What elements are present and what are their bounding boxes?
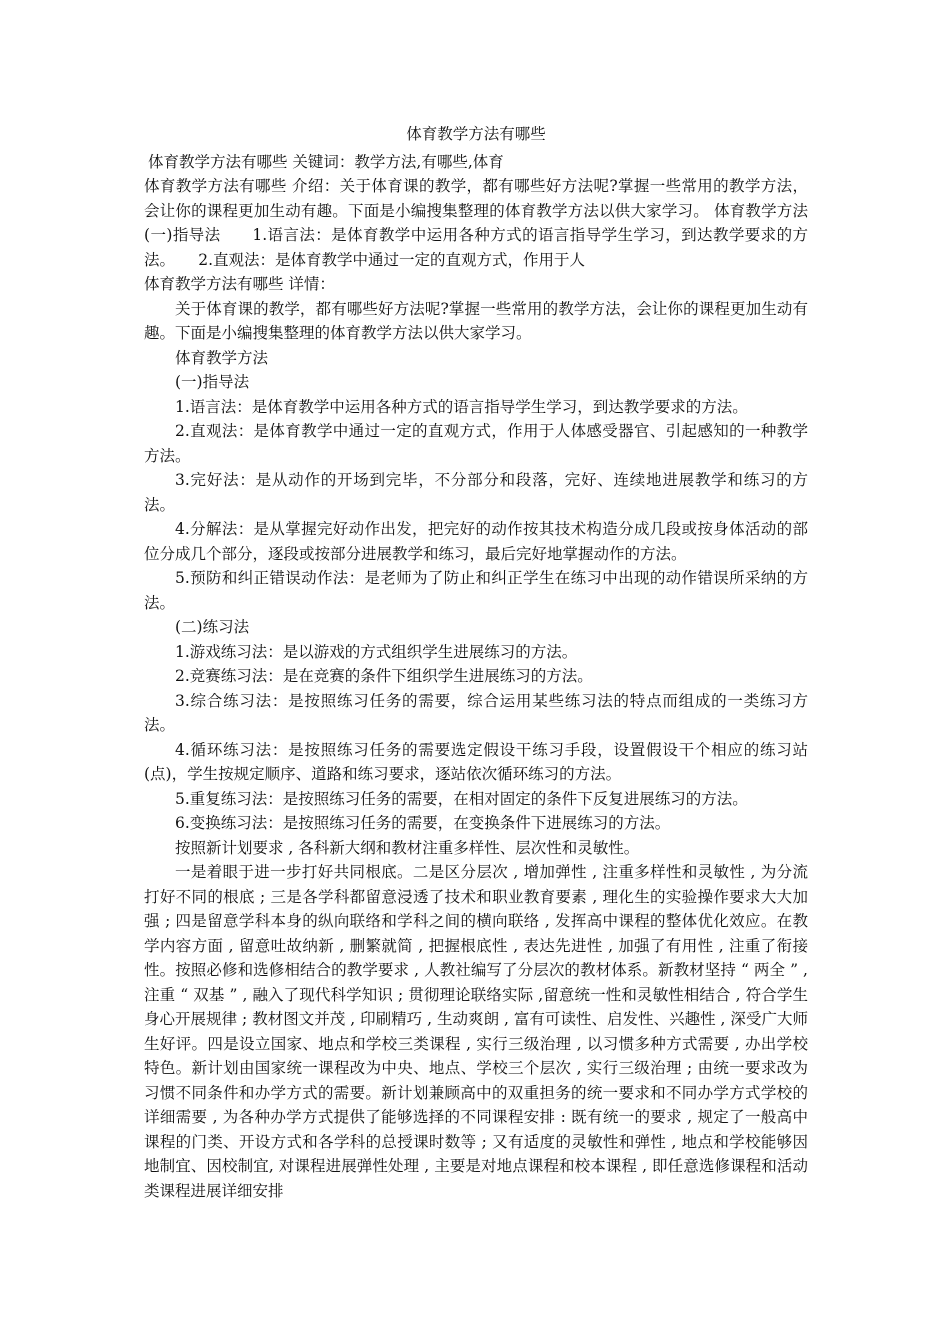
subsection-heading: (二)练习法: [175, 618, 250, 636]
list-item: 2.竞赛练习法：是在竞赛的条件下组织学生进展练习的方法。: [175, 667, 593, 685]
list-item: 1.语言法：是体育教学中运用各种方式的语言指导学生学习，到达教学要求的方法。: [175, 397, 748, 416]
details-label: 体育教学方法有哪些 详情：: [144, 275, 335, 293]
list-item: 5.重复练习法：是按照练习任务的需要，在相对固定的条件下反复进展练习的方法。: [175, 789, 748, 808]
list-item: 3.完好法：是从动作的开场到完毕，不分部分和段落，完好、连续地进展教学和练习的方法。: [144, 471, 808, 514]
list-item: 4.分解法：是从掌握完好动作出发，把完好的动作按其技术构造分成几段或按身体活动的部位分成几个部分，逐段或按部分进展教学和练习，最后完好地掌握动作的方法。: [144, 520, 808, 563]
document-title: 体育教学方法有哪些: [406, 125, 546, 143]
paragraph: 关于体育课的教学，都有哪些好方法呢?掌握一些常用的教学方法，会让你的课程更加生动有趣。下面是小编搜集整理的体育教学方法以供大家学习。: [144, 299, 808, 342]
list-item: 4.循环练习法：是按照练习任务的需要选定假设干练习手段，设置假设干个相应的练习站(点)，学生按规定顺序、道路和练习要求，逐站依次循环练习的方法。: [144, 740, 808, 783]
list-item: 5.预防和纠正错误动作法：是老师为了防止和纠正学生在练习中出现的动作错误所采纳的方法。: [144, 569, 808, 612]
subsection-heading: (一)指导法: [175, 373, 250, 391]
list-item: 1.游戏练习法：是以游戏的方式组织学生进展练习的方法。: [175, 642, 578, 661]
keywords-line: 体育教学方法有哪些 关键词：教学方法,有哪些,体育: [148, 152, 504, 171]
list-item: 2.直观法：是体育教学中通过一定的直观方式，作用于人体感受器官、引起感知的一种教学方法。: [144, 422, 808, 465]
document-body: [144, 122, 840, 1203]
intro-line: 体育教学方法有哪些 介绍：关于体育课的教学，都有哪些好方法呢?掌握一些常用的教学方法，会让你的课程更加生动有趣。下面是小编搜集整理的体育教学方法以供大家学习。 体育教学方法 (一)指导法 1.语言法：是体育教学中运用各种方式的语言指导学生学习，到达教学要求的方法。 2.直观法：是体育教学中通过一定的直观方式，作用于人: [144, 177, 840, 269]
section-heading: 体育教学方法: [175, 348, 269, 367]
list-item: 6.变换练习法：是按照练习任务的需要，在变换条件下进展练习的方法。: [175, 814, 671, 832]
list-item: 3.综合练习法：是按照练习任务的需要，综合运用某些练习法的特点而组成的一类练习方法。: [144, 691, 808, 734]
paragraph: 一是着眼于进一步打好共同根底。二是区分层次 , 增加弹性 , 注重多样性和灵敏性 , 为分流打好不同的根底 ; 三是各学科都留意浸透了技术和职业教育要素 , 理化生的实验操作要求大大加强 ; 四是留意学科本身的纵向联络和学科之间的横向联络 , 发挥高中课程的整体优化效应。在教学内容方面 , 留意吐故纳新 , 删繁就简 , 把握根底性 , 表达先进性 , 加强了有用性 , 注重了衔接性。按照必修和选修相结合的教学要求 , 人教社编写了分层次的教材体系。新教材坚持 “ 两全 ” , 注重 “ 双基 ” , 融入了现代科学知识 ; 贯彻理论联络实际 ,留意统一性和灵敏性相结合 , 符合学生身心开展规律 ; 教材图文并茂 , 印刷精巧 , 生动爽朗 , 富有可读性、启发性、兴趣性 , 深受广大师生好评。四是设立国家、地点和学校三类课程 , 实行三级治理 , 以习惯多种方式需要 , 办出学校特色。新计划由国家统一课程改为中央、地点、学校三个层次 , 实行三级治理 ; 由统一要求改为习惯不同条件和办学方式的需要。新计划兼顾高中的双重担务的统一要求和不同办学方式学校的详细需要 , 为各种办学方式提供了能够选择的不同课程安排 : 既有统一的要求 , 规定了一般高中课程的门类、开设方式和各学科的总授课时数等 ; 又有适度的灵敏性和弹性 , 地点和学校能够因地制宜、因校制宜, 对课程进展弹性处理 , 主要是对地点课程和校本课程 , 即任意选修课程和活动类课程进展详细安排: [144, 863, 808, 1200]
paragraph: 按照新计划要求 , 各科新大纲和教材注重多样性、层次性和灵敏性。: [175, 838, 640, 857]
